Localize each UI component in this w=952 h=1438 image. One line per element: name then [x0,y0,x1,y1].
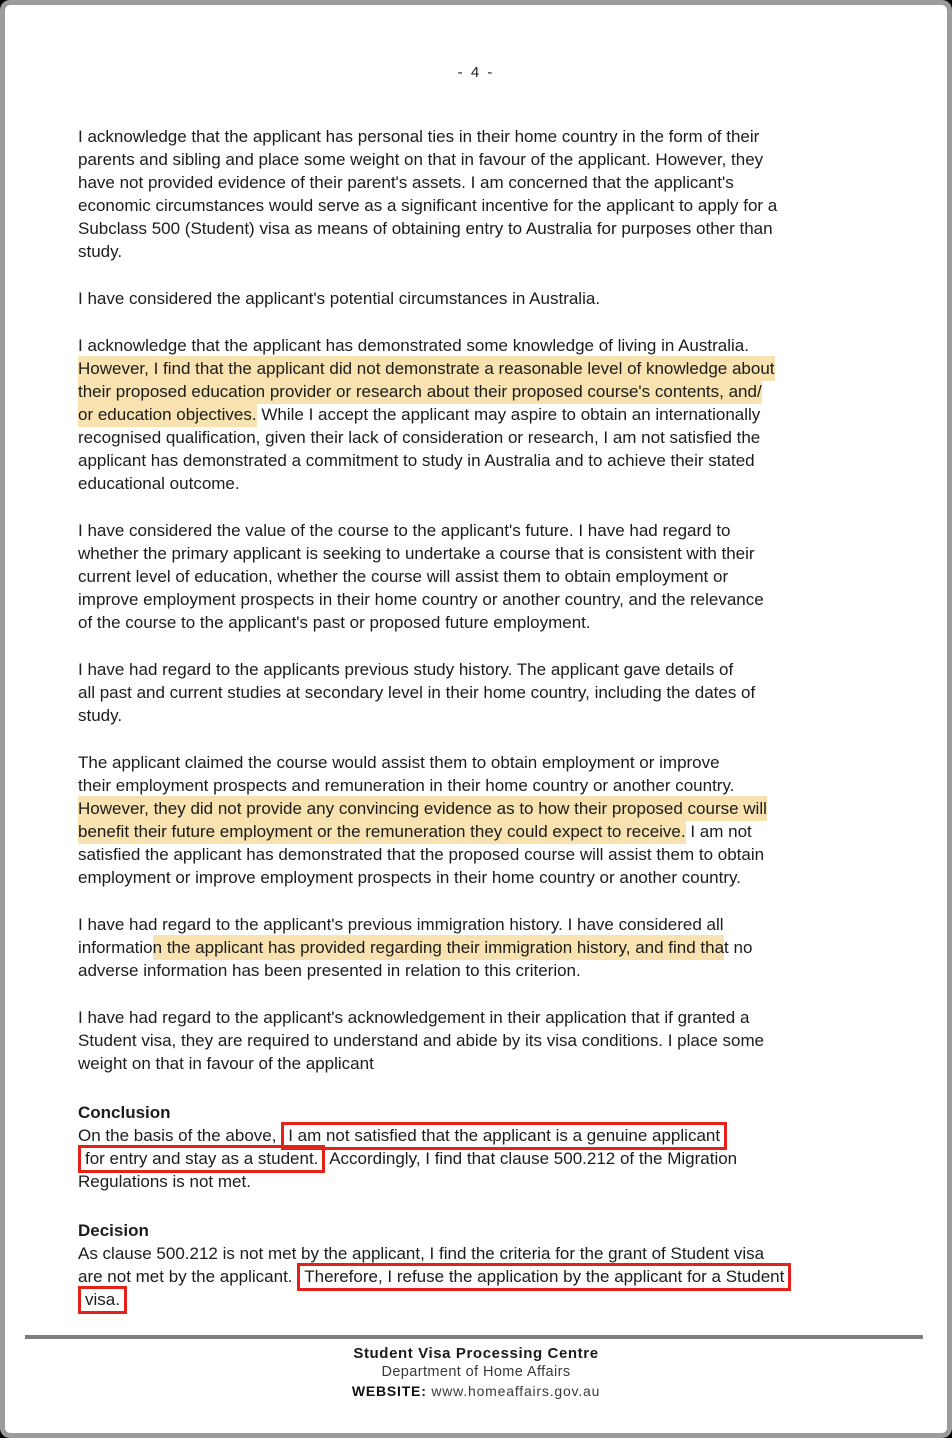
text-line [78,1029,907,1052]
para-personal-ties [78,125,907,263]
text-line [78,1052,907,1075]
text-segment: study. [78,706,123,725]
text-line [78,542,907,565]
text-segment: economic circumstances would serve as a significant incentive for the applicant to apply for a [78,196,778,215]
text-segment: recognised qualification, given their lack of consideration or research, I am not satisfied the [78,428,761,447]
text-segment: satisfied the applicant has demonstrated that the proposed course will assist them to obtain [78,845,765,864]
text-line [78,820,907,843]
document-body [78,125,907,1311]
red-annotation-box: I am not satisfied that the applicant is a genuine applicant [281,1122,727,1150]
highlighted-text: benefit their future employment or the remuneration they could expect to receive. [78,819,686,844]
text-line [78,217,907,240]
text-line [78,843,907,866]
text-line [78,403,907,426]
para-study-history [78,658,907,727]
text-segment: I have considered the value of the course to the applicant's future. I have had regard to [78,521,731,540]
para-potential-circumstances [78,287,907,310]
text-line [78,1242,907,1265]
text-segment: weight on that in favour of the applicant [78,1054,374,1073]
text-line [78,334,907,357]
text-line [78,704,907,727]
heading-decision: Decision [78,1221,149,1240]
text-line [78,866,907,889]
text-line [78,472,907,495]
footer-website-url: www.homeaffairs.gov.au [431,1383,601,1399]
text-segment: I have had regard to the applicants previous study history. The applicant gave details of [78,660,734,679]
page-number: - 4 - [457,64,495,81]
text-line [78,357,907,380]
para-visa-conditions [78,1006,907,1075]
footer-org: Student Visa Processing Centre [353,1345,599,1362]
para-value-of-course [78,519,907,634]
text-line [78,588,907,611]
highlighted-text: However, they did not provide any convincing evidence as to how their proposed course will [78,796,767,821]
footer-website-label: WEBSITE: [351,1383,427,1399]
text-segment: t no [724,938,753,957]
text-segment: educational outcome. [78,474,240,493]
para-conclusion [78,1124,907,1193]
text-segment: Subclass 500 (Student) visa as means of obtaining entry to Australia for purposes other than [78,219,773,238]
highlighted-text: n the applicant has provided regarding their immigration history, and find tha [153,935,724,960]
text-segment: parents and sibling and place some weight on that in favour of the applicant. However, they [78,150,764,169]
text-segment: adverse information has been presented in relation to this criterion. [78,961,581,980]
text-line [78,565,907,588]
page-content [5,5,947,1311]
text-segment: I acknowledge that the applicant has demonstrated some knowledge of living in Australia. [78,336,749,355]
highlighted-text: However, I find that the applicant did not demonstrate a reasonable level of knowledge about [78,356,775,381]
text-segment: all past and current studies at secondary level in their home country, including the dates of [78,683,756,702]
para-knowledge-of-living [78,334,907,495]
highlighted-text: or education objectives. [78,402,257,427]
text-line [78,449,907,472]
text-line [78,658,907,681]
text-segment: improve employment prospects in their home country or another country, and the relevance [78,590,764,609]
text-line [78,959,907,982]
text-line [78,426,907,449]
text-segment: employment or improve employment prospects in their home country or another country. [78,868,741,887]
text-segment: As clause 500.212 is not met by the applicant, I find the criteria for the grant of Student visa [78,1244,765,1263]
text-line [78,913,907,936]
text-segment: On the basis of the above, [78,1126,282,1145]
text-segment: I am not [685,822,752,841]
text-segment: applicant has demonstrated a commitment to study in Australia and to achieve their stated [78,451,755,470]
text-segment: have not provided evidence of their parent's assets. I am concerned that the applicant's [78,173,734,192]
text-segment: I acknowledge that the applicant has personal ties in their home country in the form of their [78,127,760,146]
para-employment-claim [78,751,907,889]
text-line [78,936,907,959]
text-line [78,194,907,217]
highlighted-text: their proposed education provider or research about their proposed course's contents, and/ [78,379,762,404]
footer-divider [25,1335,923,1339]
red-annotation-box: for entry and stay as a student. [78,1145,325,1173]
text-segment: of the course to the applicant's past or proposed future employment. [78,613,591,632]
text-line [78,751,907,774]
text-segment: Accordingly, I find that clause 500.212 of the Migration [325,1149,738,1168]
heading-conclusion: Conclusion [78,1103,171,1122]
text-line [78,1265,907,1288]
para-immigration-history [78,913,907,982]
text-line [78,797,907,820]
text-segment: current level of education, whether the course will assist them to obtain employment or [78,567,729,586]
text-segment: whether the primary applicant is seeking to undertake a course that is consistent with their [78,544,755,563]
text-segment: The applicant claimed the course would assist them to obtain employment or improve [78,753,720,772]
text-line [78,240,907,263]
footer-department: Department of Home Affairs [381,1364,571,1380]
text-line [78,125,907,148]
text-segment: I have had regard to the applicant's previous immigration history. I have considered all [78,915,724,934]
text-line [78,1124,907,1147]
text-segment: I have had regard to the applicant's acknowledgement in their application that if granted a [78,1008,750,1027]
footer-website [5,1382,947,1401]
text-segment: their employment prospects and remuneration in their home country or another country. [78,776,735,795]
text-line [78,681,907,704]
text-segment: Regulations is not met. [78,1172,251,1191]
text-line [78,611,907,634]
text-line [78,519,907,542]
text-line [78,380,907,403]
text-segment: are not met by the applicant. [78,1267,298,1286]
red-annotation-box: Therefore, I refuse the application by the applicant for a Student [297,1263,791,1291]
text-segment: While I accept the applicant may aspire to obtain an internationally [256,405,761,424]
red-annotation-box: visa. [78,1286,127,1314]
text-segment: informatio [78,938,153,957]
text-line [78,148,907,171]
text-line [78,1006,907,1029]
text-line [78,171,907,194]
text-line [78,1147,907,1170]
text-segment: I have considered the applicant's potential circumstances in Australia. [78,289,601,308]
text-line [78,774,907,797]
text-line [78,287,907,310]
text-segment: Student visa, they are required to understand and abide by its visa conditions. I place some [78,1031,765,1050]
page-footer [5,1335,947,1401]
para-decision [78,1242,907,1311]
text-segment: study. [78,242,123,261]
text-line [78,1170,907,1193]
text-line [78,1288,907,1311]
